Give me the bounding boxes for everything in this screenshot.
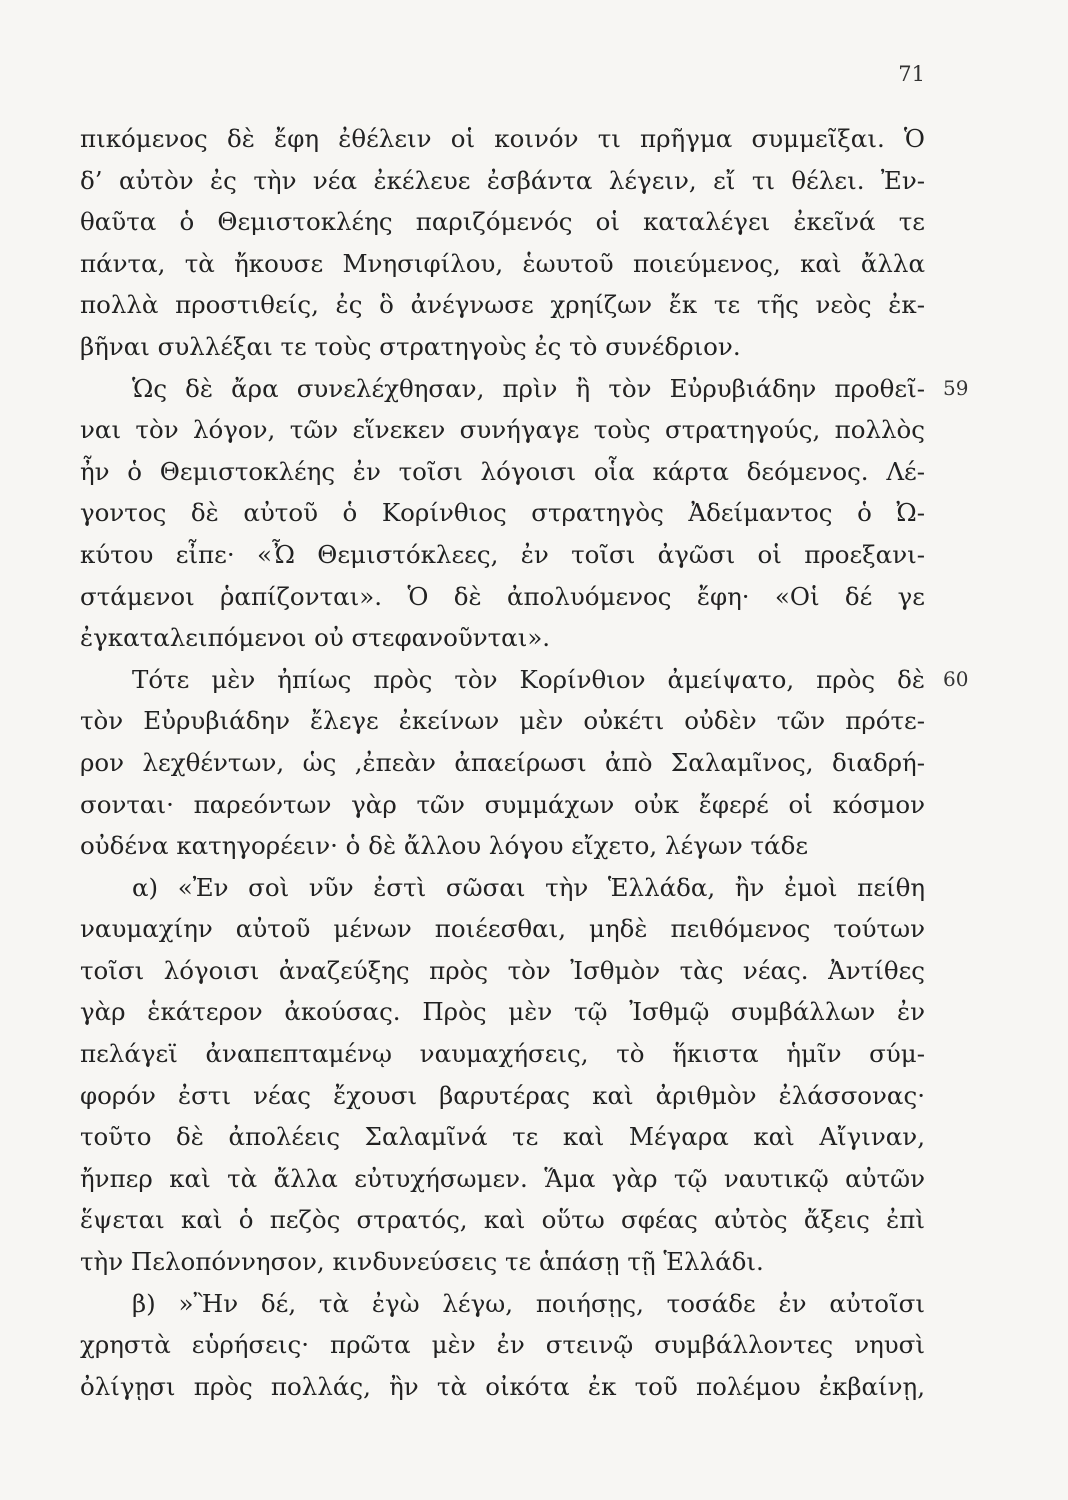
text-line bbox=[80, 991, 925, 1033]
text-line bbox=[80, 867, 925, 909]
text-line-content: ρον λεχθέντων, ὡς ,ἐπεὰν ἀπαείρωσι ἀπὸ Σαλαμῖνος, διαδρή- bbox=[80, 747, 925, 777]
text-line bbox=[80, 243, 925, 285]
text-line bbox=[80, 617, 925, 659]
text-line-content: β) »Ἢν δέ, τὰ ἐγὼ λέγω, ποιήσῃς, τοσάδε ἐν αὐτοῖσι bbox=[132, 1288, 925, 1318]
text-line bbox=[80, 1033, 925, 1075]
text-line-content: βῆναι συλλέξαι τε τοὺς στρατηγοὺς ἐς τὸ συνέδριον. bbox=[80, 331, 741, 361]
text-line-content: τοῖσι λόγοισι ἀναζεύξης πρὸς τὸν Ἰσθμὸν τὰς νέας. Ἀντίθες bbox=[80, 955, 925, 985]
text-line bbox=[80, 784, 925, 826]
text-line bbox=[80, 492, 925, 534]
text-line-content: ἤνπερ καὶ τὰ ἄλλα εὐτυχήσωμεν. Ἅμα γὰρ τῷ ναυτικῷ αὐτῶν bbox=[80, 1163, 925, 1193]
text-line-content: ὀλίγῃσι πρὸς πολλάς, ἢν τὰ οἰκότα ἐκ τοῦ πολέμου ἐκβαίνῃ, bbox=[80, 1371, 925, 1401]
text-line-content: α) «Ἐν σοὶ νῦν ἐστὶ σῶσαι τὴν Ἑλλάδα, ἢν ἐμοὶ πείθη bbox=[132, 872, 925, 902]
text-line-content: ἕψεται καὶ ὁ πεζὸς στρατός, καὶ οὕτω σφέας αὐτὸς ἄξεις ἐπὶ bbox=[80, 1205, 925, 1235]
text-line-content: χρηστὰ εὑρήσεις· πρῶτα μὲν ἐν στεινῷ συμβάλλοντες νηυσὶ bbox=[80, 1330, 925, 1360]
text-line-content: ἦν ὁ Θεμιστοκλέης ἐν τοῖσι λόγοισι οἷα κάρτα δεόμενος. Λέ- bbox=[80, 456, 925, 486]
text-line-content: φορόν ἐστι νέας ἔχουσι βαρυτέρας καὶ ἀριθμὸν ἐλάσσονας· bbox=[80, 1080, 925, 1110]
text-line-content: δ’ αὐτὸν ἐς τὴν νέα ἐκέλευε ἐσβάντα λέγειν, εἴ τι θέλει. Ἐν- bbox=[80, 165, 925, 195]
text-line-content: πάντα, τὰ ἤκουσε Μνησιφίλου, ἑωυτοῦ ποιεύμενος, καὶ ἄλλα bbox=[80, 248, 925, 278]
text-line bbox=[80, 1324, 925, 1366]
text-body bbox=[80, 118, 969, 1407]
text-line bbox=[80, 368, 969, 410]
text-line-content: τὸν Εὐρυβιάδην ἔλεγε ἐκείνων μὲν οὐκέτι οὐδὲν τῶν πρότε- bbox=[80, 706, 925, 736]
text-line bbox=[80, 201, 925, 243]
text-line bbox=[80, 1366, 925, 1408]
text-line bbox=[80, 659, 969, 701]
text-line bbox=[80, 451, 925, 493]
text-line bbox=[80, 534, 925, 576]
page-number: 71 bbox=[898, 62, 925, 86]
text-line-content: Τότε μὲν ἠπίως πρὸς τὸν Κορίνθιον ἀμείψατο, πρὸς δὲ bbox=[132, 664, 925, 694]
text-line bbox=[80, 1075, 925, 1117]
text-line-content: τὴν Πελοπόννησον, κινδυνεύσεις τε ἁπάσῃ τῇ Ἑλλάδι. bbox=[80, 1247, 764, 1277]
text-line-content: πελάγεϊ ἀναπεπταμένῳ ναυμαχήσεις, τὸ ἥκιστα ἡμῖν σύμ- bbox=[80, 1039, 925, 1069]
text-line-content: ναι τὸν λόγον, τῶν εἵνεκεν συνήγαγε τοὺς στρατηγούς, πολλὸς bbox=[80, 415, 925, 445]
text-line bbox=[80, 700, 925, 742]
text-line-content: γὰρ ἑκάτερον ἀκούσας. Πρὸς μὲν τῷ Ἰσθμῷ συμβάλλων ἐν bbox=[80, 997, 925, 1027]
text-line-content: γοντος δὲ αὐτοῦ ὁ Κορίνθιος στρατηγὸς Ἀδείμαντος ὁ Ὠ- bbox=[80, 498, 925, 528]
text-line bbox=[80, 1116, 925, 1158]
text-line-content: τοῦτο δὲ ἀπολέεις Σαλαμῖνά τε καὶ Μέγαρα καὶ Αἴγιναν, bbox=[80, 1122, 925, 1152]
text-line-content: οὐδένα κατηγορέειν· ὁ δὲ ἄλλου λόγου εἴχετο, λέγων τάδε bbox=[80, 831, 809, 861]
text-line-content: κύτου εἶπε· «Ὦ Θεμιστόκλεες, ἐν τοῖσι ἀγῶσι οἱ προεξανι- bbox=[80, 539, 925, 569]
text-line bbox=[80, 1158, 925, 1200]
text-line bbox=[80, 1199, 925, 1241]
text-line bbox=[80, 1283, 925, 1325]
text-line bbox=[80, 950, 925, 992]
text-line bbox=[80, 118, 925, 160]
chapter-number: 60 bbox=[943, 666, 969, 691]
text-line bbox=[80, 409, 925, 451]
text-line-content: ἐγκαταλειπόμενοι οὐ στεφανοῦνται». bbox=[80, 623, 551, 653]
text-line-content: πικόμενος δὲ ἔφη ἐθέλειν οἱ κοινόν τι πρῆγμα συμμεῖξαι. Ὁ bbox=[80, 124, 925, 153]
text-line-content: σονται· παρεόντων γὰρ τῶν συμμάχων οὐκ ἔφερέ οἱ κόσμον bbox=[80, 789, 925, 819]
text-line bbox=[80, 742, 925, 784]
text-line-content: στάμενοι ῥαπίζονται». Ὁ δὲ ἀπολυόμενος ἔφη· «Οἱ δέ γε bbox=[80, 581, 925, 611]
text-line-content: πολλὰ προστιθείς, ἐς ὃ ἀνέγνωσε χρηίζων ἔκ τε τῆς νεὸς ἐκ- bbox=[80, 290, 925, 320]
text-line bbox=[80, 908, 925, 950]
text-line bbox=[80, 160, 925, 202]
text-line bbox=[80, 576, 925, 618]
text-line-content: Ὡς δὲ ἄρα συνελέχθησαν, πρὶν ἢ τὸν Εὐρυβιάδην προθεῖ- bbox=[132, 373, 925, 403]
text-line bbox=[80, 825, 925, 867]
text-line-content: ναυμαχίην αὐτοῦ μένων ποιέεσθαι, μηδὲ πειθόμενος τούτων bbox=[80, 914, 925, 944]
text-line-content: θαῦτα ὁ Θεμιστοκλέης παριζόμενός οἱ καταλέγει ἐκεῖνά τε bbox=[80, 207, 925, 237]
text-line bbox=[80, 326, 925, 368]
text-line bbox=[80, 1241, 925, 1283]
text-line bbox=[80, 284, 925, 326]
chapter-number: 59 bbox=[943, 375, 969, 400]
